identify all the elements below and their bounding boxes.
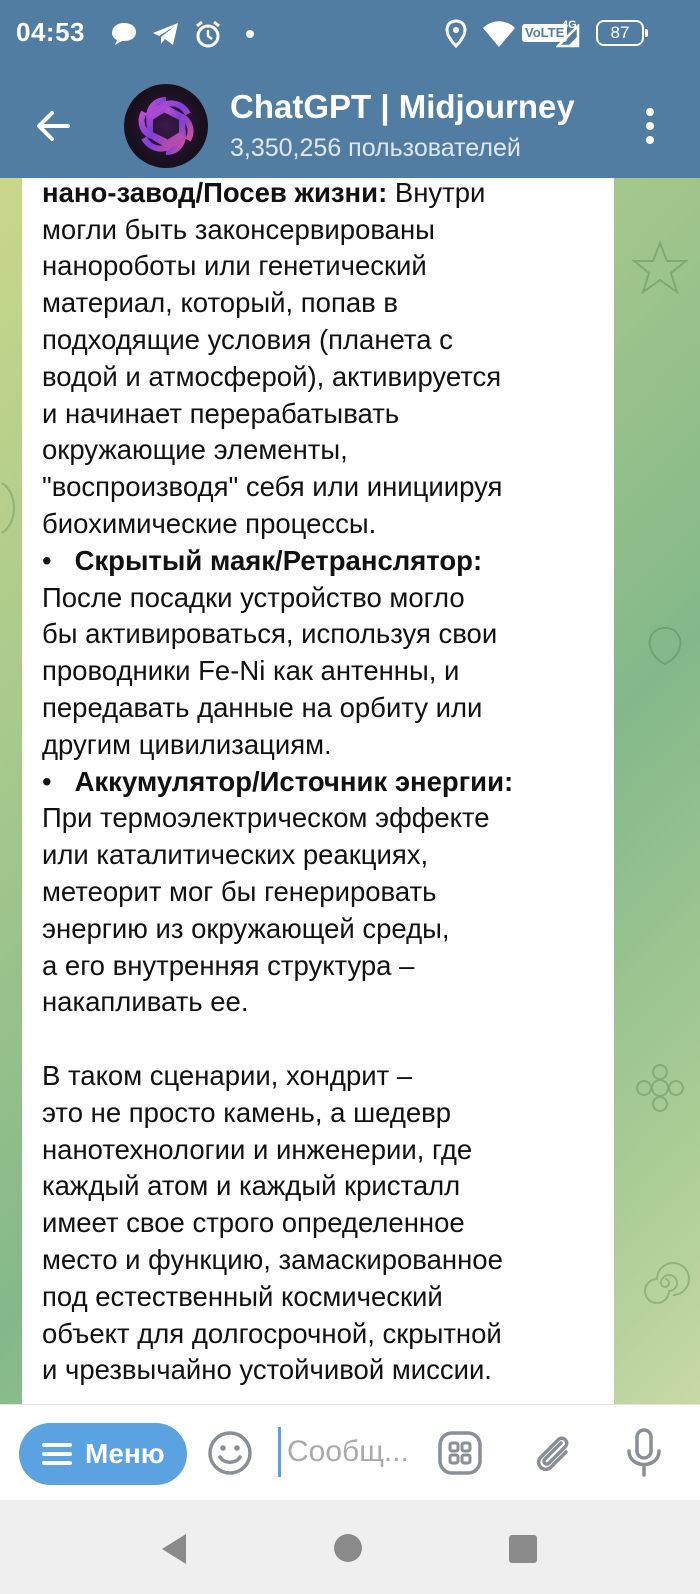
message-line <box>42 506 602 543</box>
system-nav-bar <box>0 1500 700 1594</box>
message-text-span: После посадки устройство могло <box>42 581 465 613</box>
dot-icon <box>245 29 255 39</box>
message-text-span: и начинает перерабатывать <box>42 397 400 429</box>
message-text-span: под естественный космический <box>42 1280 443 1312</box>
message-text-span: метеорит мог бы генерировать <box>42 875 437 907</box>
message-text-span: место и функцию, замаскированное <box>42 1243 503 1275</box>
message-line <box>42 1242 602 1279</box>
message-line <box>42 1095 602 1132</box>
emoji-icon[interactable] <box>206 1429 254 1477</box>
chat-title[interactable]: ChatGPT | Midjourney <box>230 88 575 125</box>
message-text-span: и чрезвычайно устойчивой миссии. <box>42 1354 492 1386</box>
back-triangle-icon[interactable] <box>158 1532 190 1566</box>
message-line <box>42 1279 602 1316</box>
input-bar <box>0 1404 700 1501</box>
avatar[interactable] <box>124 84 208 168</box>
message-text-span: окружающие элементы, <box>42 434 348 466</box>
message-text-span: нанороботы или генетический <box>42 250 427 282</box>
message-text-span: проводники Fe-Ni как антенны, и <box>42 655 460 687</box>
message-bold-text: Скрытый маяк/Ретранслятор: <box>74 544 483 576</box>
message-text-span: имеет свое строго определенное <box>42 1207 465 1239</box>
bullet: • <box>42 765 75 797</box>
message-line <box>42 178 602 212</box>
leaf-doodle-icon <box>0 478 22 538</box>
message-text-span: водой и атмосферой), активируется <box>42 360 502 392</box>
message-bubble[interactable] <box>22 178 614 1404</box>
message-text-span: передавать данные на орбиту или <box>42 691 483 723</box>
message-line <box>42 432 602 469</box>
message-text-span: Внутри <box>387 178 486 208</box>
battery-icon <box>596 20 644 46</box>
more-vert-icon[interactable] <box>640 104 660 148</box>
chat-subtitle: 3,350,256 пользователей <box>230 134 521 162</box>
message-text-span: объект для долгосрочной, скрытной <box>42 1317 502 1349</box>
microphone-icon[interactable] <box>624 1427 664 1479</box>
spiral-doodle-icon <box>640 1258 690 1308</box>
menu-label: Меню <box>85 1438 165 1469</box>
message-text-span: энергию из окружающей среды, <box>42 912 450 944</box>
message-line <box>42 690 602 727</box>
openai-logo-icon <box>124 84 208 168</box>
bullet: • <box>42 544 75 576</box>
message-line <box>42 469 602 506</box>
menu-button[interactable] <box>19 1423 187 1485</box>
message-text-span: а его внутренняя структура – <box>42 949 415 981</box>
battery-level: 87 <box>610 23 630 42</box>
message-line <box>42 1058 602 1095</box>
message-text <box>42 178 602 1389</box>
message-text-span: каждый атом и каждый кристалл <box>42 1170 461 1202</box>
message-line <box>42 212 602 249</box>
message-line <box>42 285 602 322</box>
chat-header <box>0 0 700 178</box>
telegram-icon <box>151 21 181 47</box>
message-line <box>42 543 602 580</box>
message-text-span: бы активироваться, используя свои <box>42 618 498 650</box>
hamburger-icon <box>41 1441 73 1467</box>
strawberry-doodle-icon <box>640 618 690 668</box>
location-icon <box>445 19 467 49</box>
message-line <box>42 1205 602 1242</box>
message-text-span: нанотехнологии и инженерии, где <box>42 1133 473 1165</box>
message-text-span: или каталитических реакциях, <box>42 839 429 871</box>
chat-bubble-icon <box>110 21 138 47</box>
message-line <box>42 1021 602 1058</box>
message-line <box>42 580 602 617</box>
message-text-span: В таком сценарии, хондрит – <box>42 1059 413 1091</box>
message-line <box>42 248 602 285</box>
message-line <box>42 396 602 433</box>
wifi-icon <box>482 20 516 48</box>
message-text-span: это не просто камень, а шедевр <box>42 1096 452 1128</box>
message-text-span: накапливать ее. <box>42 986 249 1018</box>
chat-area[interactable] <box>0 178 700 1404</box>
message-line <box>42 1316 602 1353</box>
message-line <box>42 911 602 948</box>
message-line <box>42 1352 602 1389</box>
alarm-icon <box>194 19 222 49</box>
message-line <box>42 1168 602 1205</box>
message-text-span: подходящие условия (планета с <box>42 323 453 355</box>
bot-commands-icon[interactable] <box>436 1429 484 1477</box>
message-bold-text: Аккумулятор/Источник энергии: <box>74 765 514 797</box>
flower-doodle-icon <box>630 1058 690 1118</box>
message-line <box>42 359 602 396</box>
network-type: 4G <box>562 19 577 31</box>
attach-icon[interactable] <box>528 1429 576 1477</box>
home-circle-icon[interactable] <box>333 1533 363 1563</box>
status-bar <box>0 0 700 72</box>
message-input[interactable] <box>278 1427 437 1477</box>
star-doodle-icon <box>630 238 690 298</box>
message-line <box>42 984 602 1021</box>
message-line <box>42 874 602 911</box>
message-line <box>42 948 602 985</box>
message-text-span: "воспроизводя" себя или инициируя <box>42 471 503 503</box>
signal-icon <box>556 24 580 48</box>
message-line <box>42 653 602 690</box>
message-line <box>42 800 602 837</box>
message-text-span: другим цивилизациям. <box>42 728 332 760</box>
message-bold-text: нано-завод/Посев жизни: <box>42 178 388 208</box>
status-time: 04:53 <box>16 17 85 47</box>
message-line <box>42 837 602 874</box>
message-text-span: При термоэлектрическом эффекте <box>42 802 490 834</box>
message-text-span: могли быть законсервированы <box>42 213 435 245</box>
back-arrow-icon[interactable] <box>32 104 76 148</box>
message-line <box>42 616 602 653</box>
message-line <box>42 1132 602 1169</box>
message-text-span: материал, который, попав в <box>42 287 398 319</box>
message-line <box>42 727 602 764</box>
volte-badge: VoLTE <box>522 24 567 42</box>
message-text-span: биохимические процессы. <box>42 507 377 539</box>
recents-square-icon[interactable] <box>508 1534 538 1564</box>
message-line <box>42 764 602 801</box>
message-line <box>42 322 602 359</box>
